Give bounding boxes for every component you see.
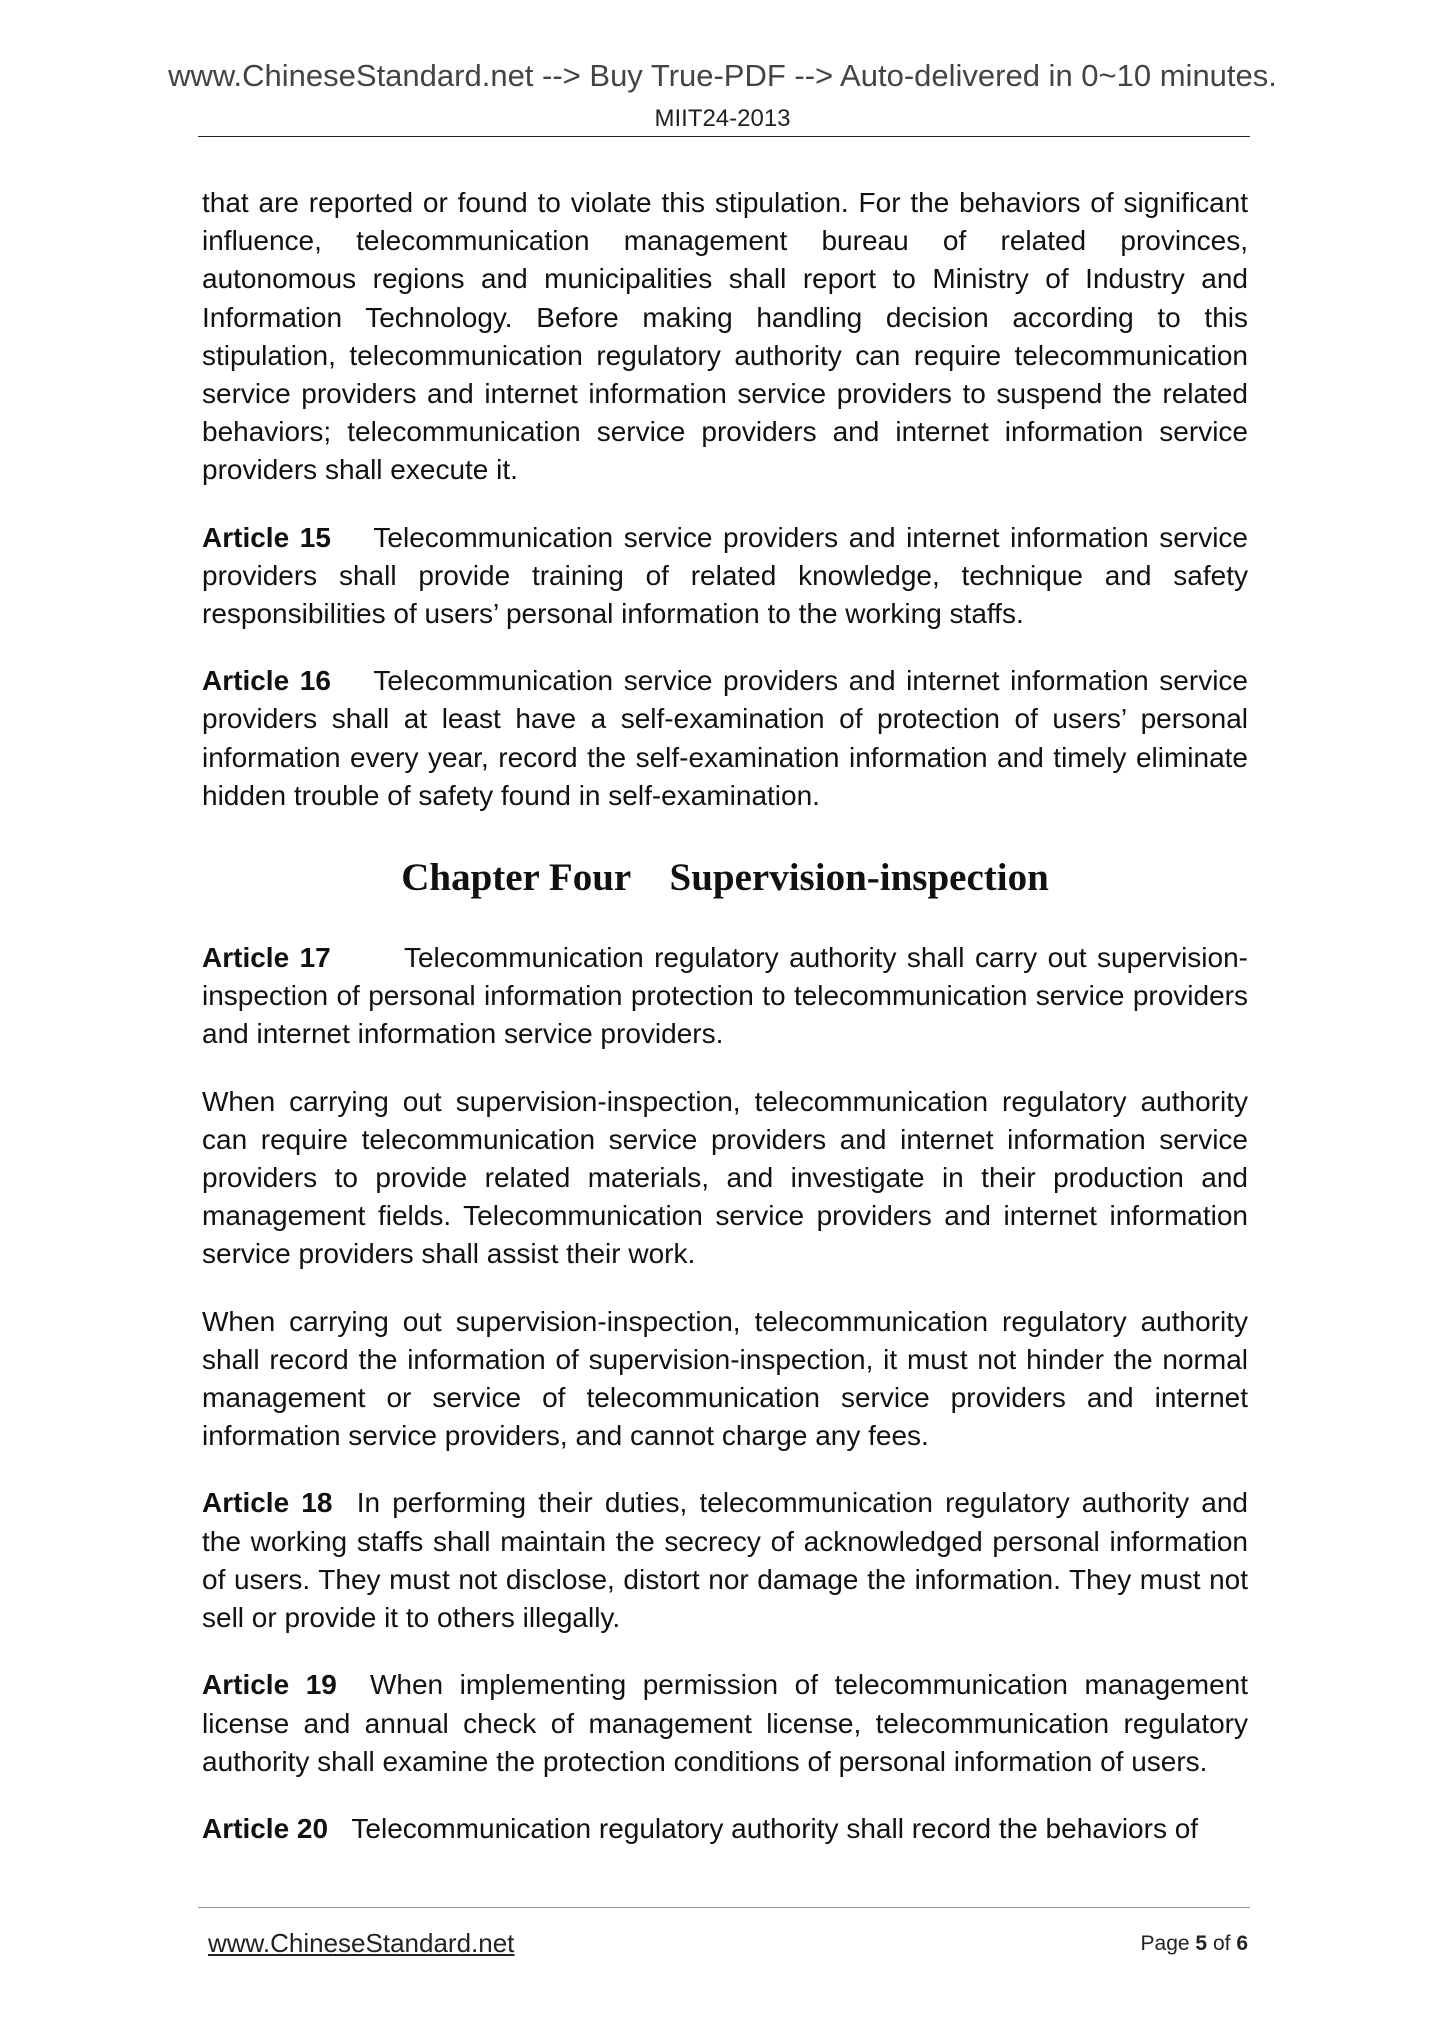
paragraph-continuation	[202, 184, 1248, 490]
article-17	[202, 939, 1248, 1054]
article-label: Article 17	[202, 942, 331, 974]
page-number	[1141, 1930, 1248, 1958]
article-20	[202, 1810, 1248, 1848]
article-16	[202, 662, 1248, 815]
page-of: of	[1212, 1932, 1231, 1955]
article-label: Article 18	[202, 1487, 333, 1519]
document-body	[202, 184, 1248, 1877]
article-text: Telecommunication service providers and internet information service providers shall at least have a self-examination of protection of users’ personal information every year, record the self-examination information and timely eliminate hidden trouble of safety found in self-examination.	[202, 665, 1248, 811]
chapter-heading: Chapter Four Supervision-inspection	[401, 856, 1049, 900]
article-text: Telecommunication regulatory authority shall carry out supervision-inspection of personal information protection to telecommunication service providers and internet information service providers.	[202, 942, 1248, 1050]
article-label: Article 19	[202, 1669, 337, 1701]
article-15	[202, 519, 1248, 634]
paragraph	[202, 1303, 1248, 1456]
header-rule	[198, 136, 1250, 137]
paragraph	[202, 1083, 1248, 1274]
article-18	[202, 1484, 1248, 1637]
article-19	[202, 1666, 1248, 1781]
article-text: Telecommunication regulatory authority shall record the behaviors of	[351, 1812, 1199, 1844]
top-banner: www.ChineseStandard.net --> Buy True-PDF --> Auto-delivered in 0~10 minutes.	[168, 58, 1277, 93]
article-label: Article 20	[202, 1812, 329, 1844]
footer-website-link[interactable]: www.ChineseStandard.net	[208, 1928, 515, 1958]
page-total: 6	[1236, 1932, 1248, 1955]
article-text: When implementing permission of telecommunication management license and annual check of management license, telecommunication regulatory authority shall examine the protection conditions of personal information of users.	[202, 1669, 1248, 1777]
article-label: Article 15	[202, 521, 331, 553]
article-text: In performing their duties, telecommunication regulatory authority and the working staffs shall maintain the secrecy of acknowledged personal information of users. They must not disclose, distort nor damage the information. They must not sell or provide it to others illegally.	[202, 1487, 1248, 1634]
paragraph-text: When carrying out supervision-inspection, telecommunication regulatory authority shall record the information of supervision-inspection, it must not hinder the normal management or service of telecommunication service providers and internet information service providers, and cannot charge any fees.	[202, 1305, 1248, 1452]
page-prefix: Page	[1140, 1932, 1190, 1955]
paragraph-text: When carrying out supervision-inspection, telecommunication regulatory authority can require telecommunication service providers and internet information service providers to provide related materials, and investigate in their production and management fields. Telecommunication service providers and internet information service providers shall assist their work.	[202, 1085, 1248, 1270]
page-current: 5	[1195, 1932, 1208, 1955]
article-label: Article 16	[202, 665, 331, 697]
article-text: Telecommunication service providers and internet information service providers shall provide training of related knowledge, technique and safety responsibilities of users’ personal information to the working staffs.	[202, 521, 1248, 630]
document-code: MIIT24-2013	[654, 105, 791, 132]
paragraph-text: that are reported or found to violate this stipulation. For the behaviors of significant influence, telecommunication management bureau of related provinces, autonomous regions and municipalities shall report to Ministry of Industry and Information Technology. Before making handling decision according to this stipulation, telecommunication regulatory authority can require telecommunication service providers and internet information service providers to suspend the related behaviors; telecommunication service providers and internet information service providers shall execute it.	[202, 187, 1248, 486]
footer-rule	[198, 1907, 1250, 1908]
